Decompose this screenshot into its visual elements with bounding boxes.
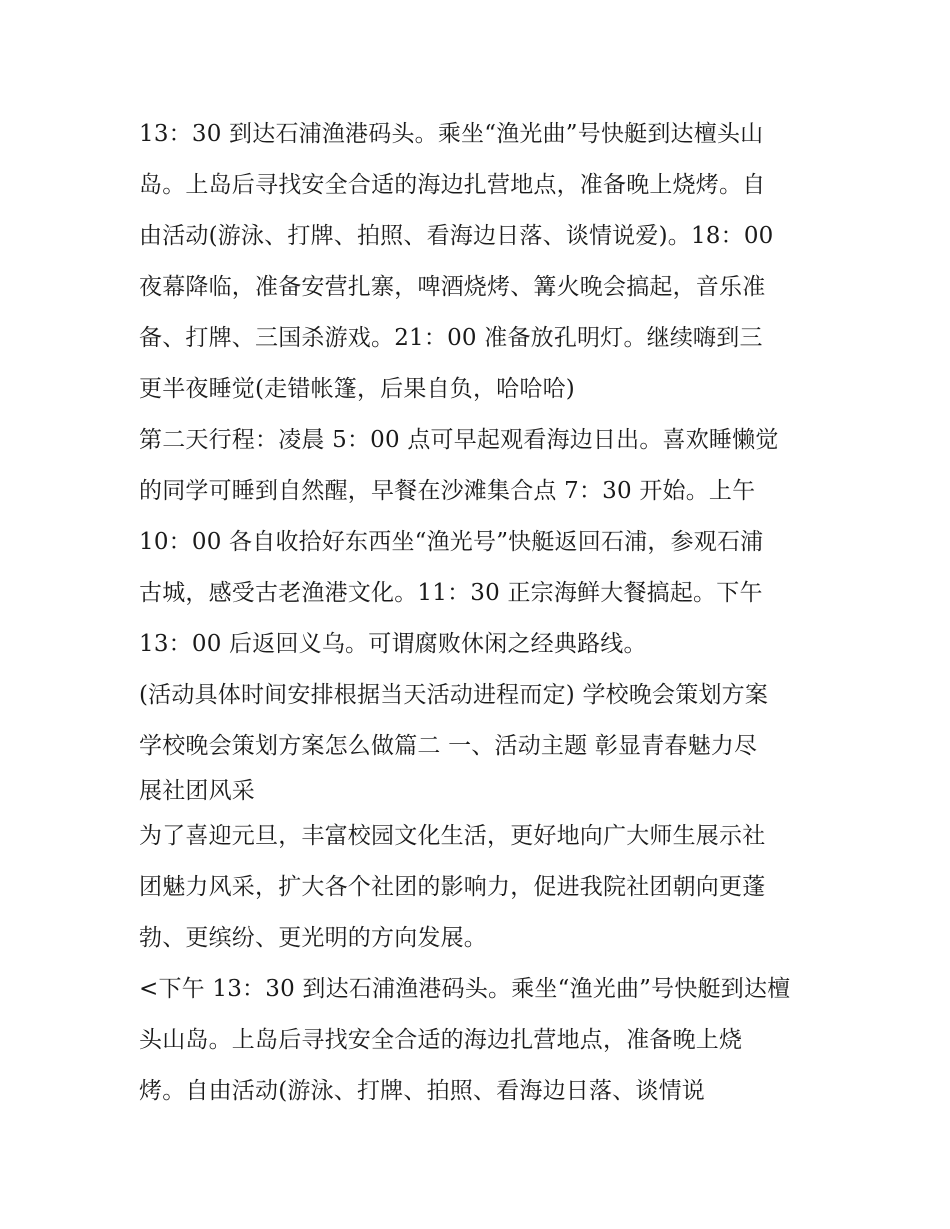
text-line: 第二天行程：凌晨 5：00 点可早起观看海边日出。喜欢睡懒觉 — [139, 427, 779, 453]
text-line: 10：00 各自收拾好东西坐“渔光号”快艇返回石浦，参观石浦 — [139, 529, 764, 555]
text-line: 由活动(游泳、打牌、拍照、看海边日落、谈情说爱)。18：00 — [139, 223, 774, 249]
text-line: 的同学可睡到自然醒，早餐在沙滩集合点 7：30 开始。上午 — [139, 478, 756, 504]
text-line: (活动具体时间安排根据当天活动进程而定) 学校晚会策划方案 — [139, 682, 769, 708]
text-line: 岛。上岛后寻找安全合适的海边扎营地点，准备晚上烧烤。自 — [139, 172, 766, 198]
text-line: 勃、更缤纷、更光明的方向发展。 — [139, 925, 487, 951]
text-line: 13：30 到达石浦渔港码头。乘坐“渔光曲”号快艇到达檀头山 — [139, 121, 764, 147]
text-line: 团魅力风采，扩大各个社团的影响力，促进我院社团朝向更蓬 — [139, 874, 766, 900]
text-line: 烤。自由活动(游泳、打牌、拍照、看海边日落、谈情说 — [139, 1078, 705, 1104]
text-line: 学校晚会策划方案怎么做篇二 一、活动主题 彰显青春魅力尽 — [139, 733, 758, 759]
text-line: 为了喜迎元旦，丰富校园文化生活，更好地向广大师生展示社 — [139, 823, 766, 849]
text-line: 头山岛。上岛后寻找安全合适的海边扎营地点，准备晚上烧 — [139, 1027, 743, 1053]
document-body — [139, 109, 819, 1117]
text-line: 展社团风采 — [139, 778, 255, 804]
text-line: <下午 13：30 到达石浦渔港码头。乘坐“渔光曲”号快艇到达檀 — [139, 976, 791, 1002]
text-line: 古城，感受古老渔港文化。11：30 正宗海鲜大餐搞起。下午 — [139, 580, 763, 606]
text-line: 夜幕降临，准备安营扎寨，啤酒烧烤、篝火晚会搞起，音乐准 — [139, 274, 766, 300]
text-line: 备、打牌、三国杀游戏。21：00 准备放孔明灯。继续嗨到三 — [139, 325, 763, 351]
text-line: 13：00 后返回义乌。可谓腐败休闲之经典路线。 — [139, 631, 647, 657]
text-line: 更半夜睡觉(走错帐篷，后果自负，哈哈哈) — [139, 376, 575, 402]
